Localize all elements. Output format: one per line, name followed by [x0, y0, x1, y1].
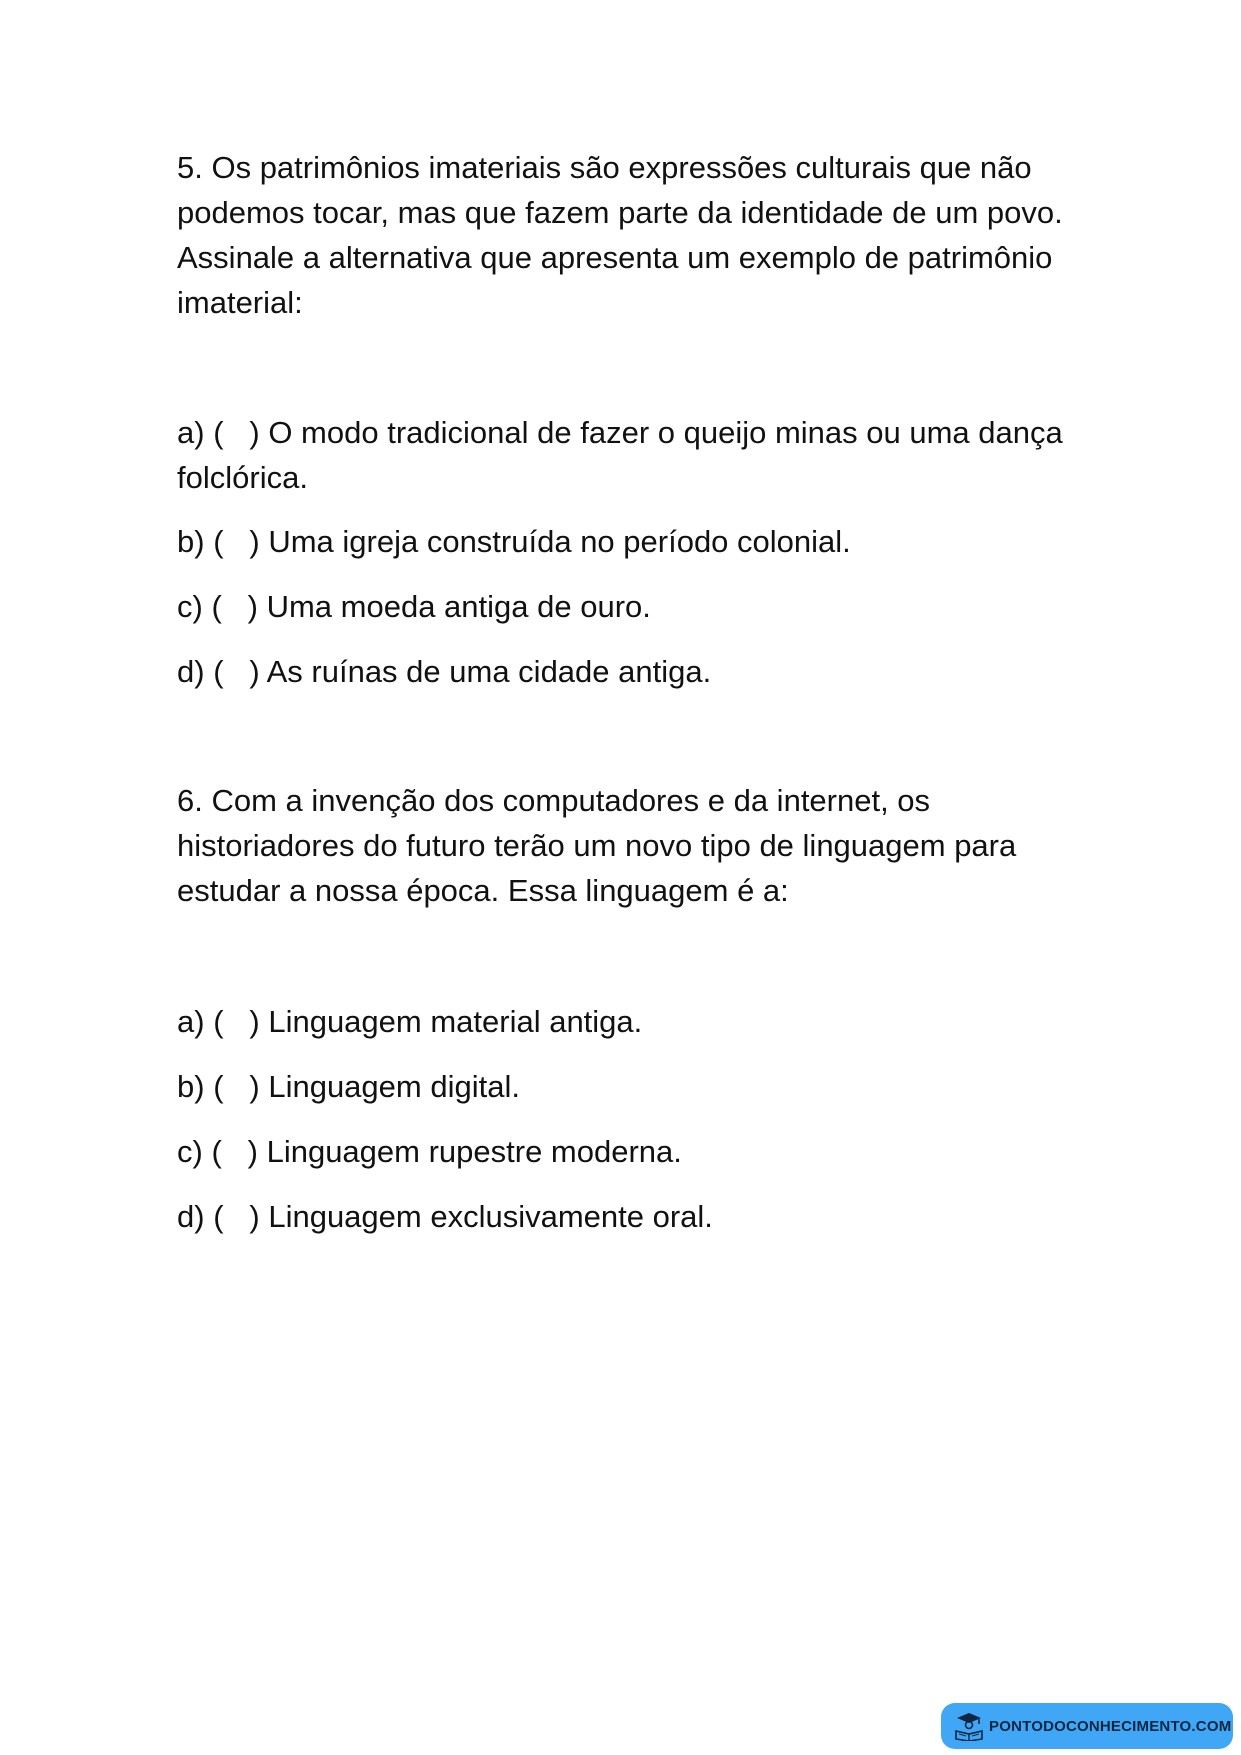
question-6-option-c: [177, 1129, 1077, 1174]
option-text: Uma igreja construída no período colonial.: [268, 524, 851, 559]
question-5-option-b: [177, 519, 1077, 564]
option-text: Uma moeda antiga de ouro.: [266, 589, 651, 624]
question-6-stem: 6. Com a invenção dos computadores e da internet, os historiadores do futuro terão um novo tipo de linguagem para estudar a nossa época. Essa linguagem é a:: [177, 783, 1017, 908]
option-letter: b): [177, 1069, 205, 1104]
answer-checkbox[interactable]: ( ): [213, 1199, 260, 1234]
answer-checkbox[interactable]: ( ): [213, 1069, 260, 1104]
option-letter: c): [177, 1134, 203, 1169]
answer-checkbox[interactable]: ( ): [213, 1004, 260, 1039]
brand-badge[interactable]: [941, 1703, 1233, 1749]
answer-checkbox[interactable]: ( ): [213, 654, 260, 689]
question-6-option-b: [177, 1064, 1077, 1109]
question-5-option-d: [177, 649, 1077, 694]
option-text: Linguagem exclusivamente oral.: [268, 1199, 713, 1234]
graduate-reading-icon: [953, 1711, 985, 1741]
option-text: Linguagem rupestre moderna.: [266, 1134, 682, 1169]
option-letter: d): [177, 1199, 205, 1234]
question-6-option-a: [177, 999, 1077, 1044]
answer-checkbox[interactable]: ( ): [213, 524, 260, 559]
brand-text: PONTODOCONHECIMENTO.COM: [989, 1717, 1232, 1735]
question-5-option-a: [177, 410, 1077, 500]
option-text: Linguagem material antiga.: [268, 1004, 643, 1039]
option-letter: d): [177, 654, 205, 689]
option-letter: a): [177, 1004, 205, 1039]
option-text: As ruínas de uma cidade antiga.: [266, 654, 712, 689]
answer-checkbox[interactable]: ( ): [211, 589, 258, 624]
option-letter: a): [177, 415, 205, 450]
answer-checkbox[interactable]: ( ): [213, 415, 260, 450]
option-letter: c): [177, 589, 203, 624]
option-letter: b): [177, 524, 205, 559]
option-text: O modo tradicional de fazer o queijo minas ou uma dança folclórica.: [177, 415, 1063, 495]
question-5-stem: 5. Os patrimônios imateriais são expressões culturais que não podemos tocar, mas que fazem parte da identidade de um povo. Assinale a alternativa que apresenta um exemplo de patrimônio imaterial:: [177, 150, 1063, 320]
answer-checkbox[interactable]: ( ): [211, 1134, 258, 1169]
question-5-option-c: [177, 584, 1077, 629]
option-text: Linguagem digital.: [268, 1069, 520, 1104]
question-6-option-d: [177, 1194, 1077, 1239]
